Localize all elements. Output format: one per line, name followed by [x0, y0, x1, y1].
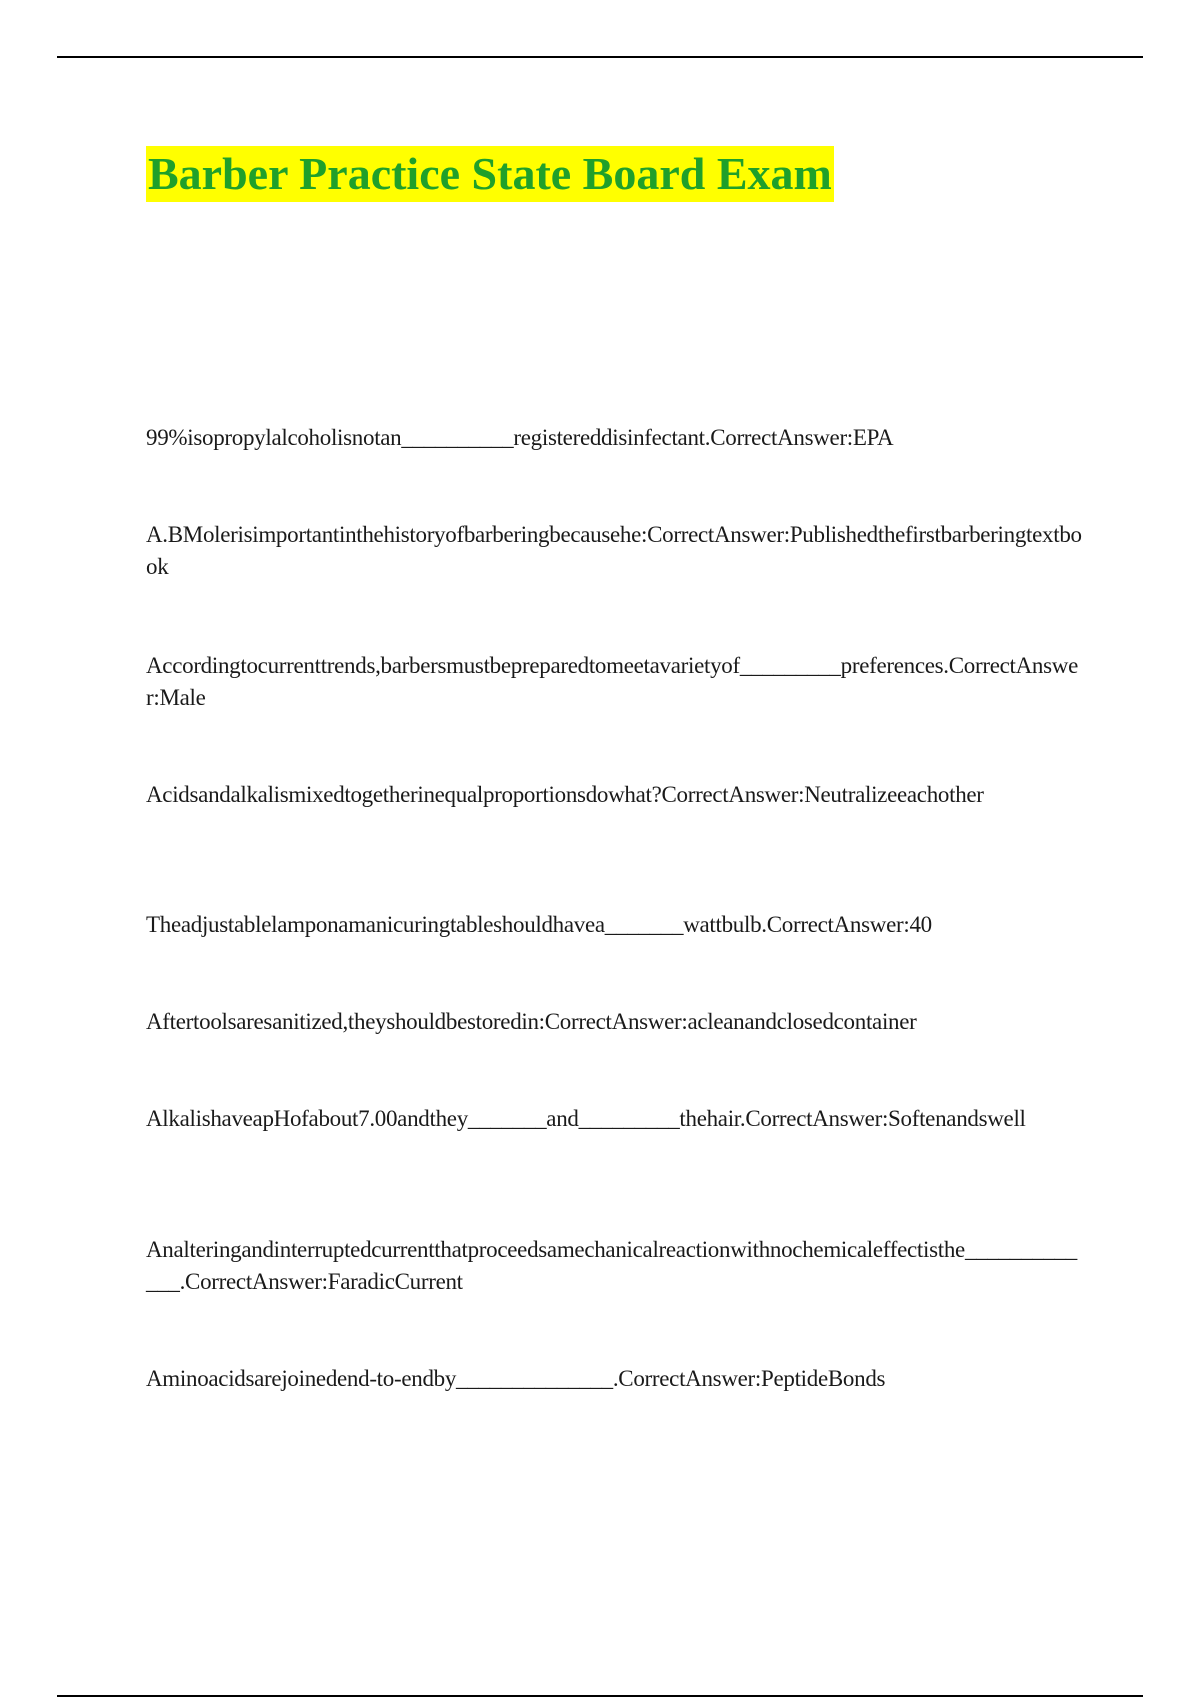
qa-item-8: Analteringandinterruptedcurrentthatproceedsamechanicalreactionwithnochemicaleffectisthe_____________.CorrectAnswer:FaradicCurrent	[146, 1237, 1077, 1294]
qa-item-9: Aminoacidsarejoinedend-to-endby______________.CorrectAnswer:PeptideBonds	[146, 1366, 886, 1391]
qa-item-5: Theadjustablelamponamanicuringtableshouldhavea_______wattbulb.CorrectAnswer:40	[146, 912, 932, 937]
qa-item-2: A.BMolerisimportantinthehistoryofbarberingbecausehe:CorrectAnswer:Publishedthefirstbarberingtextbook	[146, 522, 1082, 579]
title-highlight	[146, 146, 834, 202]
page-title: Barber Practice State Board Exam	[148, 148, 832, 199]
top-rule	[57, 56, 1143, 58]
qa-item-6: Aftertoolsaresanitized,theyshouldbestoredin:CorrectAnswer:acleanandclosedcontainer	[146, 1009, 917, 1034]
qa-item-1: 99%isopropylalcoholisnotan__________registereddisinfectant.CorrectAnswer:EPA	[146, 425, 894, 450]
qa-item-3: Accordingtocurrenttrends,barbersmustbepreparedtomeetavarietyof_________preferences.CorrectAnswer:Male	[146, 653, 1078, 710]
qa-item-7: AlkalishaveapHofabout7.00andthey_______and_________thehair.CorrectAnswer:Softenandswell	[146, 1106, 1026, 1131]
qa-item-4: Acidsandalkalismixedtogetherinequalproportionsdowhat?CorrectAnswer:Neutralizeeachother	[146, 782, 984, 807]
bottom-rule	[57, 1695, 1143, 1697]
